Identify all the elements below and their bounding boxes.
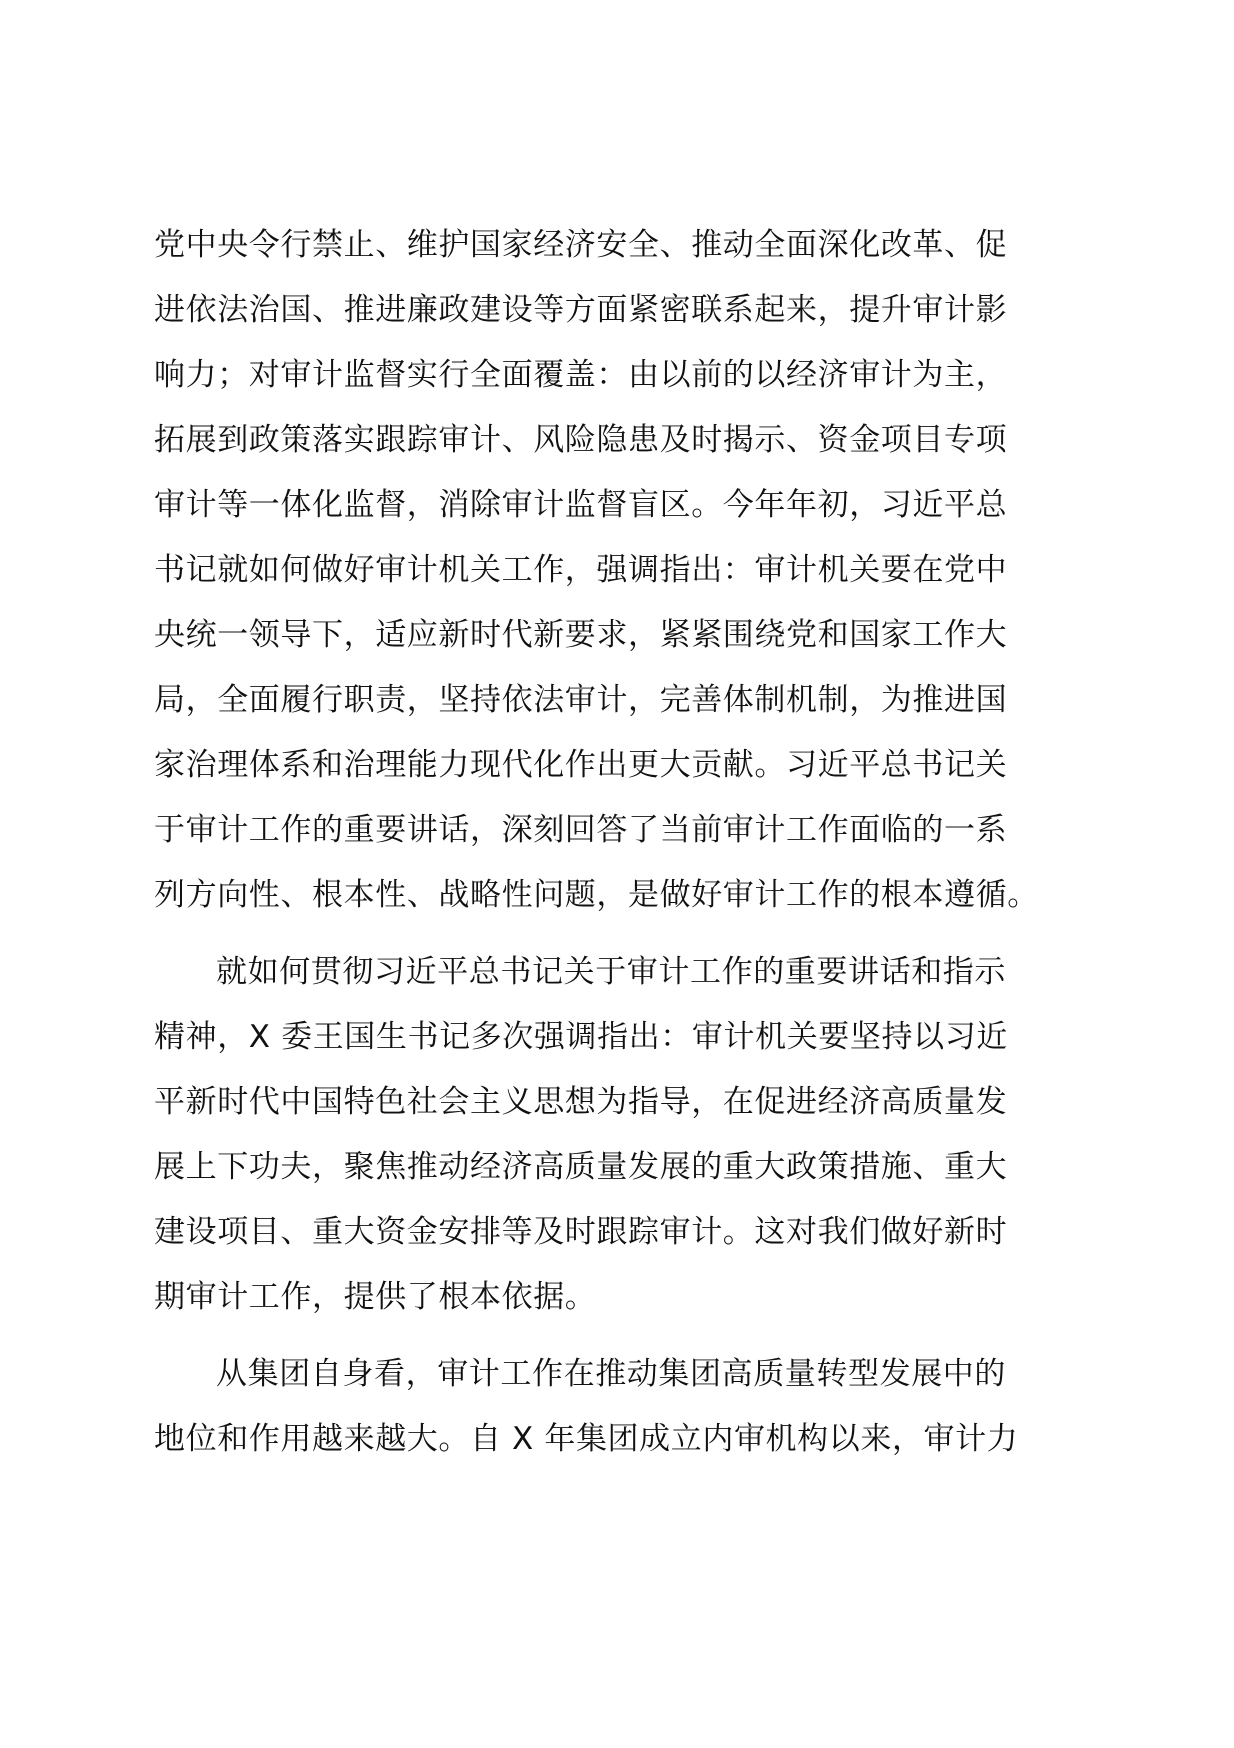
text-line: 期审计工作，提供了根本依据。 xyxy=(154,1279,597,1315)
text-line: 建设项目、重大资金安排等及时跟踪审计。这对我们做好新时 xyxy=(154,1214,1008,1250)
text-line: 列方向性、根本性、战略性问题，是做好审计工作的根本遵循。 xyxy=(154,877,1039,913)
paragraph-1 xyxy=(154,213,1084,928)
text-line: 就如何贯彻习近平总书记关于审计工作的重要讲话和指示 xyxy=(216,954,1006,990)
paragraph-3 xyxy=(154,1342,1084,1472)
paragraph-spacer xyxy=(154,928,1084,940)
text-line: 地位和作用越来越大。自 X 年集团成立内审机构以来，审计力 xyxy=(154,1421,1019,1457)
text-line: 进依法治国、推进廉政建设等方面紧密联系起来，提升审计影 xyxy=(154,292,1008,328)
text-line: 于审计工作的重要讲话，深刻回答了当前审计工作面临的一系 xyxy=(154,812,1008,848)
text-line: 审计等一体化监督，消除审计监督盲区。今年年初，习近平总 xyxy=(154,487,1008,523)
paragraph-spacer xyxy=(154,1330,1084,1342)
text-line: 平新时代中国特色社会主义思想为指导，在促进经济高质量发 xyxy=(154,1084,1008,1120)
paragraph-2 xyxy=(154,940,1084,1330)
text-line: 精神，X 委王国生书记多次强调指出：审计机关要坚持以习近 xyxy=(154,1019,1008,1055)
text-line: 拓展到政策落实跟踪审计、风险隐患及时揭示、资金项目专项 xyxy=(154,422,1008,458)
text-line: 党中央令行禁止、维护国家经济安全、推动全面深化改革、促 xyxy=(154,227,1008,263)
text-line: 央统一领导下，适应新时代新要求，紧紧围绕党和国家工作大 xyxy=(154,617,1008,653)
text-line: 局，全面履行职责，坚持依法审计，完善体制机制，为推进国 xyxy=(154,682,1008,718)
text-line: 书记就如何做好审计机关工作，强调指出：审计机关要在党中 xyxy=(154,552,1008,588)
document-body xyxy=(154,213,1084,1472)
text-line: 家治理体系和治理能力现代化作出更大贡献。习近平总书记关 xyxy=(154,747,1008,783)
text-line: 响力；对审计监督实行全面覆盖：由以前的以经济审计为主， xyxy=(154,357,1008,393)
text-line: 展上下功夫，聚焦推动经济高质量发展的重大政策措施、重大 xyxy=(154,1149,1008,1185)
text-line: 从集团自身看，审计工作在推动集团高质量转型发展中的 xyxy=(216,1356,1006,1392)
